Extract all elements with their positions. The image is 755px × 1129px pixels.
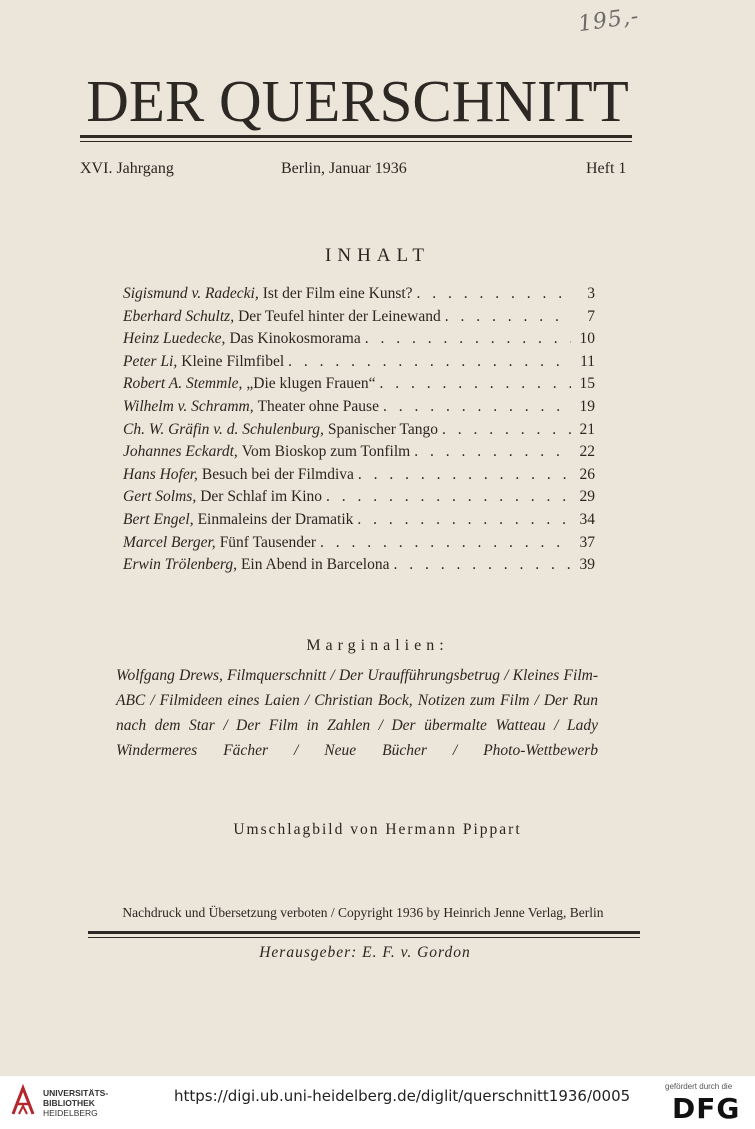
entry-title: Einmaleins der Dramatik xyxy=(197,510,354,528)
contents-entry xyxy=(123,285,595,308)
funded-by-label: gefördert durch die xyxy=(665,1082,733,1091)
contents-entry xyxy=(123,534,595,557)
entry-author: Bert Engel, xyxy=(123,510,194,528)
entry-author: Eberhard Schultz, xyxy=(123,307,235,325)
contents-entry xyxy=(123,330,595,353)
entry-title: „Die klugen Frauen“ xyxy=(246,375,376,393)
entry-title: Der Teufel hinter der Leinewand xyxy=(238,307,441,325)
entry-leader-dots xyxy=(320,534,571,552)
entry-title: Vom Bioskop zum Tonfilm xyxy=(241,443,411,461)
entry-page-number: 39 xyxy=(579,556,595,574)
entry-page-number: 26 xyxy=(579,465,595,483)
contents-entry xyxy=(123,421,595,444)
issue-number: Heft 1 xyxy=(586,160,627,177)
entry-page-number: 22 xyxy=(579,443,595,461)
entry-page-number: 21 xyxy=(579,420,595,438)
entry-leader-dots xyxy=(414,443,571,461)
entry-author: Wilhelm v. Schramm, xyxy=(123,397,254,415)
digitization-footer xyxy=(0,1076,755,1129)
entry-title: Kleine Filmfibel xyxy=(181,352,285,370)
entry-title: Ein Abend in Barcelona xyxy=(240,556,390,574)
table-of-contents xyxy=(123,285,595,579)
contents-heading: INHALT xyxy=(325,245,430,266)
entry-leader-dots xyxy=(288,353,571,371)
entry-author: Sigismund v. Radecki, xyxy=(123,285,259,302)
entry-author: Gert Solms, xyxy=(123,488,197,506)
entry-page-number: 11 xyxy=(580,352,595,370)
entry-page-number: 37 xyxy=(579,533,595,551)
entry-author: Heinz Luedecke, xyxy=(123,330,226,348)
publisher-line: Herausgeber: E. F. v. Gordon xyxy=(259,944,471,961)
library-name-line1: UNIVERSITÄTS- xyxy=(43,1088,109,1098)
entry-leader-dots xyxy=(445,308,571,326)
entry-author: Hans Hofer, xyxy=(123,465,198,483)
masthead-title: DER QUERSCHNITT xyxy=(86,68,629,134)
entry-page-number: 10 xyxy=(579,330,595,348)
copyright-notice: Nachdruck und Übersetzung verboten / Copyright 1936 by Heinrich Jenne Verlag, Berlin xyxy=(122,905,604,920)
entry-author: Marcel Berger, xyxy=(123,533,216,551)
entry-title: Besuch bei der Filmdiva xyxy=(201,465,354,483)
entry-author: Johannes Eckardt, xyxy=(123,443,238,461)
entry-leader-dots xyxy=(365,330,571,348)
entry-leader-dots xyxy=(358,466,571,484)
library-name xyxy=(43,1088,108,1118)
issue-volume: XVI. Jahrgang xyxy=(80,160,174,177)
contents-entry xyxy=(123,466,595,489)
marginalia-text: Wolfgang Drews, Filmquerschnitt / Der Uraufführungsbetrug / Kleines Film-ABC / Filmideen eines Laien / Christian Bock, Notizen zum Film / Der Run nach dem Star / Der Film in Zahlen / Der übermalte Watteau / Lady Windermeres Fächer / Neue Bücher / Photo-Wettbewerb xyxy=(116,667,598,759)
masthead-rule-thick xyxy=(80,135,632,138)
entry-title: Theater ohne Pause xyxy=(257,397,379,415)
entry-leader-dots xyxy=(442,421,571,439)
entry-author: Ch. W. Gräfin v. d. Schulenburg, xyxy=(123,420,324,438)
entry-page-number: 15 xyxy=(579,375,595,393)
entry-leader-dots xyxy=(380,375,571,393)
issue-place-date: Berlin, Januar 1936 xyxy=(281,160,407,177)
entry-leader-dots xyxy=(417,285,571,303)
entry-author: Robert A. Stemmle, xyxy=(123,375,243,393)
library-name-line2: BIBLIOTHEK xyxy=(43,1098,95,1108)
entry-title: Der Schlaf im Kino xyxy=(200,488,323,506)
contents-entry xyxy=(123,488,595,511)
entry-leader-dots xyxy=(326,488,571,506)
entry-page-number: 19 xyxy=(579,397,595,415)
handwritten-note: 195,- xyxy=(576,3,641,38)
contents-entry xyxy=(123,511,595,534)
dfg-logo: DFG xyxy=(672,1092,741,1125)
entry-page-number: 3 xyxy=(587,285,595,302)
library-name-line3: HEIDELBERG xyxy=(43,1108,98,1118)
entry-title: Ist der Film eine Kunst? xyxy=(262,285,413,302)
entry-author: Peter Li, xyxy=(123,352,178,370)
entry-page-number: 7 xyxy=(587,307,595,325)
contents-entry xyxy=(123,556,595,579)
contents-entry xyxy=(123,398,595,421)
contents-entry xyxy=(123,375,595,398)
masthead-rule-thin xyxy=(80,141,632,142)
entry-title: Das Kinokosmorama xyxy=(229,330,361,348)
entry-author: Erwin Trölenberg, xyxy=(123,556,237,574)
contents-entry xyxy=(123,308,595,331)
entry-page-number: 34 xyxy=(579,510,595,528)
document-url-link[interactable]: https://digi.ub.uni-heidelberg.de/diglit/querschnitt1936/0005 xyxy=(174,1087,631,1105)
entry-leader-dots xyxy=(357,511,571,529)
notice-rule-thick xyxy=(88,931,640,934)
entry-title: Spanischer Tango xyxy=(327,420,439,438)
marginalia-heading: Marginalien: xyxy=(306,637,449,654)
entry-leader-dots xyxy=(393,556,571,574)
entry-leader-dots xyxy=(383,398,571,416)
notice-rule-thin xyxy=(88,937,640,938)
contents-entry xyxy=(123,353,595,376)
contents-entry xyxy=(123,443,595,466)
entry-title: Fünf Tausender xyxy=(219,533,317,551)
entry-page-number: 29 xyxy=(579,488,595,506)
library-logo-icon xyxy=(10,1084,36,1118)
cover-credit: Umschlagbild von Hermann Pippart xyxy=(233,821,522,838)
